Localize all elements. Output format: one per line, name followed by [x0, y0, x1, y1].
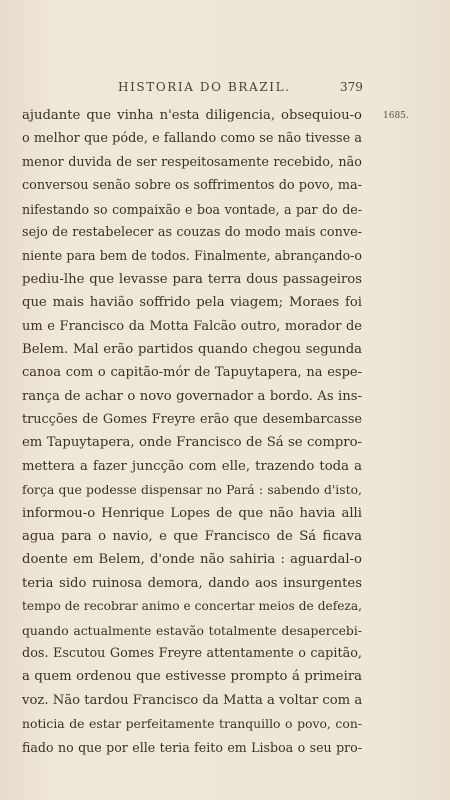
- text-line: em Tapuytapera, onde Francisco de Sá se compro-: [22, 435, 362, 451]
- running-title: HISTORIA DO BRAZIL.: [118, 80, 291, 94]
- text-line: noticia de estar perfeitamente tranquillo o povo, con-: [22, 716, 362, 732]
- text-line: agua para o navio, e que Francisco de Sá ficava: [22, 529, 362, 545]
- text-line: informou-o Henrique Lopes de que não havia alli: [22, 505, 362, 521]
- text-line: nifestando so compaixão e boa vontade, a par do de-: [22, 201, 362, 217]
- text-line: tempo de recobrar animo e concertar meios de defeza,: [22, 599, 362, 614]
- text-line: sejo de restabelecer as couzas do modo mais conve-: [22, 224, 362, 240]
- text-line: que mais havião soffrido pela viagem; Moraes foi: [22, 295, 362, 311]
- page-number: 379: [340, 80, 363, 94]
- text-line: canoa com o capitão-mór de Tapuytapera, na espe-: [22, 365, 362, 381]
- text-line: trucções de Gomes Freyre erão que desembarcasse: [22, 412, 362, 428]
- text-line: ajudante que vinha n'esta diligencia, obsequiou-o: [22, 108, 362, 123]
- text-line: dos. Escutou Gomes Freyre attentamente o capitão,: [22, 645, 362, 661]
- text-line: teria sido ruinosa demora, dando aos insurgentes: [22, 575, 362, 591]
- text-line: niente para bem de todos. Finalmente, abrançando-o: [22, 248, 362, 264]
- text-line: voz. Não tardou Francisco da Matta a voltar com a: [22, 692, 363, 708]
- text-line: pediu-lhe que levasse para terra dous passageiros: [22, 271, 362, 287]
- body-text: [22, 104, 362, 759]
- text-line: Belem. Mal erão partidos quando chegou segunda: [22, 341, 362, 357]
- text-line: conversou senão sobre os soffrimentos do povo, ma-: [22, 178, 362, 194]
- text-line: mettera a fazer juncção com elle, trazendo toda a: [22, 458, 362, 474]
- text-line: rança de achar o novo governador a bordo. As ins-: [22, 388, 362, 404]
- margin-year-note: 1685.: [383, 111, 409, 121]
- text-line: um e Francisco da Motta Falcão outro, morador de: [22, 318, 362, 334]
- text-line: menor duvida de ser respeitosamente recebido, não: [22, 154, 362, 170]
- text-line: doente em Belem, d'onde não sahiria : aguardal-o: [22, 552, 362, 568]
- text-line: a quem ordenou que estivesse prompto á primeira: [22, 669, 362, 685]
- text-line: fiado no que por elle teria feito em Lisboa o seu pro-: [22, 739, 362, 755]
- text-line: o melhor que póde, e fallando como se não tivesse a: [22, 131, 362, 147]
- text-line: força que podesse dispensar no Pará : sabendo d'isto,: [22, 482, 362, 498]
- running-head: [0, 80, 450, 98]
- text-line: quando actualmente estavão totalmente desapercebi-: [22, 622, 362, 638]
